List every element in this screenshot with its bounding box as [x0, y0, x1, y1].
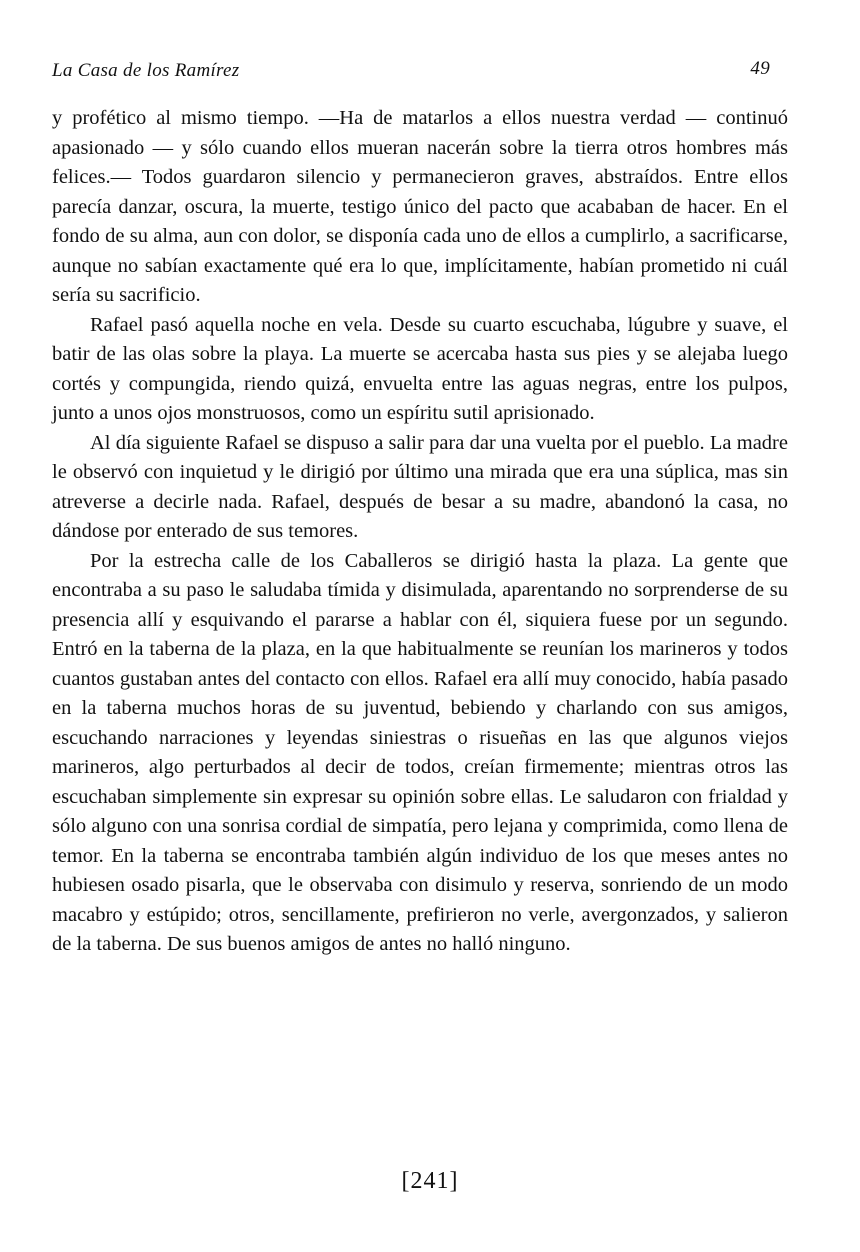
page-number: 49: [750, 58, 770, 79]
paragraph-4: Por la estrecha calle de los Caballeros se dirigió hasta la plaza. La gente que encontraba a su paso le saludaba tímida y disimulada, aparentando no sorprenderse de su presencia allí y esquivando el pararse a hablar con él, siquiera fuese por un segundo. Entró en la taberna de la plaza, en la que habitualmente se reunían los marineros y todos cuantos gustaban antes del contacto con ellos. Rafael era allí muy conocido, había pasado en la taberna muchos horas de su juventud, bebiendo y charlando con sus amigos, escuchando narraciones y leyendas siniestras o risueñas en las que algunos viejos marineros, algo perturbados al decir de todos, creían firmemente; mientras otros las escuchaban simplemente sin expresar su opinión sobre ellas. Le saludaron con frialdad y sólo alguno con una sonrisa cordial de simpatía, pero lejana y comprimida, como llena de temor. En la taberna se encontraba también algún individuo de los que meses antes no hubiesen osado pisarla, que le observaba con disimulo y reserva, sonriendo de un modo macabro y estúpido; otros, sencillamente, prefirieron no verle, avergonzados, y salieron de la taberna. De sus buenos amigos de antes no halló ninguno.: [52, 549, 788, 955]
paragraph-3: Al día siguiente Rafael se dispuso a salir para dar una vuelta por el pueblo. La madre le observó con inquietud y le dirigió por último una mirada que era una súplica, mas sin atreverse a decirle nada. Rafael, después de besar a su madre, abandonó la casa, no dándose por enterado de sus temores.: [52, 431, 788, 542]
body-text: [52, 104, 788, 960]
paragraph-1: y profético al mismo tiempo. —Ha de matarlos a ellos nuestra verdad — continuó apasionado — y sólo cuando ellos mueran nacerán sobre la tierra otros hombres más felices.— Todos guardaron silencio y permanecieron graves, abstraídos. Entre ellos parecía danzar, oscura, la muerte, testigo único del pacto que acababan de hacer. En el fondo de su alma, aun con dolor, se disponía cada uno de ellos a cumplirlo, a sacrificarse, aunque no sabían exactamente qué era lo que, implícitamente, habían prometido ni cuál sería su sacrificio.: [52, 107, 788, 306]
footer-folio: [241]: [401, 1168, 459, 1194]
running-title: La Casa de los Ramírez: [52, 60, 240, 81]
paragraph-2: Rafael pasó aquella noche en vela. Desde su cuarto escuchaba, lúgubre y suave, el batir de las olas sobre la playa. La muerte se acercaba hasta sus pies y se alejaba luego cortés y compungida, riendo quizá, envuelta entre las aguas negras, entre los pulpos, junto a unos ojos monstruosos, como un espíritu sutil aprisionado.: [52, 313, 788, 424]
running-head: [52, 58, 770, 88]
